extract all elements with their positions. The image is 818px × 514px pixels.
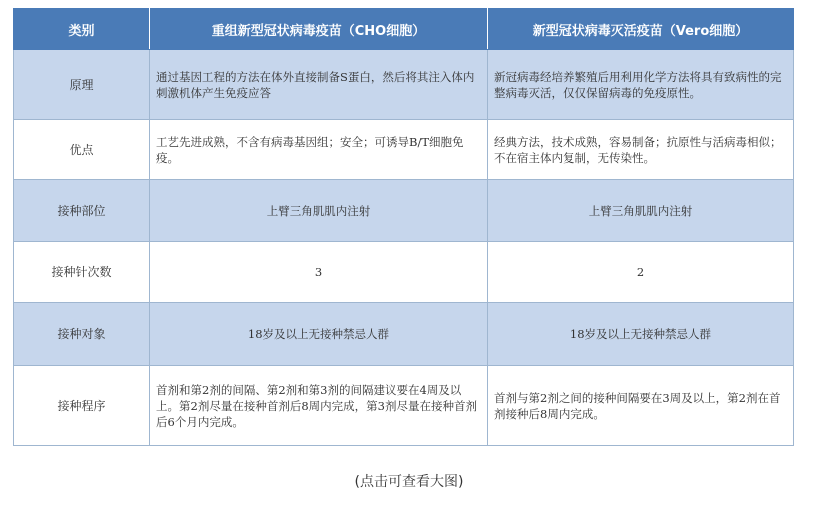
row-label: 优点: [14, 120, 150, 180]
cho-cell: 工艺先进成熟，不含有病毒基因组；安全；可诱导B/T细胞免疫。: [150, 120, 488, 180]
cho-cell: 通过基因工程的方法在体外直接制备S蛋白，然后将其注入体内刺激机体产生免疫应答: [150, 50, 488, 120]
view-large-image-caption[interactable]: (点击可查看大图): [354, 474, 464, 490]
table-row-target-group: [14, 303, 794, 366]
vero-cell: 首剂与第2剂之间的接种间隔要在3周及以上，第2剂在首剂接种后8周内完成。: [488, 366, 794, 446]
row-label: 接种部位: [14, 180, 150, 242]
table-row-injection-site: [14, 180, 794, 242]
header-cho-vaccine: 重组新型冠状病毒疫苗（CHO细胞）: [150, 9, 488, 50]
cho-cell: 首剂和第2剂的间隔、第2剂和第3剂的间隔建议要在4周及以上。第2剂尽量在接种首剂后8周内完成，第3剂尽量在接种首剂后6个月内完成。: [150, 366, 488, 446]
cho-cell: 3: [150, 242, 488, 303]
table-row-schedule: [14, 366, 794, 446]
cho-cell: 18岁及以上无接种禁忌人群: [150, 303, 488, 366]
vaccine-comparison-table-container: [13, 8, 793, 446]
vero-cell: 经典方法，技术成熟，容易制备；抗原性与活病毒相似；不在宿主体内复制，无传染性。: [488, 120, 794, 180]
table-row-advantages: [14, 120, 794, 180]
vero-cell: 上臂三角肌肌内注射: [488, 180, 794, 242]
vero-cell: 新冠病毒经培养繁殖后用利用化学方法将具有致病性的完整病毒灭活，仅仅保留病毒的免疫原性。: [488, 50, 794, 120]
row-label: 接种对象: [14, 303, 150, 366]
vaccine-comparison-table: [13, 8, 794, 446]
table-header-row: [14, 9, 794, 50]
cho-cell: 上臂三角肌肌内注射: [150, 180, 488, 242]
row-label: 原理: [14, 50, 150, 120]
vero-cell: 2: [488, 242, 794, 303]
table-row-principle: [14, 50, 794, 120]
header-category: 类别: [14, 9, 150, 50]
header-vero-vaccine: 新型冠状病毒灭活疫苗（Vero细胞）: [488, 9, 794, 50]
vero-cell: 18岁及以上无接种禁忌人群: [488, 303, 794, 366]
table-row-dose-count: [14, 242, 794, 303]
row-label: 接种程序: [14, 366, 150, 446]
row-label: 接种针次数: [14, 242, 150, 303]
